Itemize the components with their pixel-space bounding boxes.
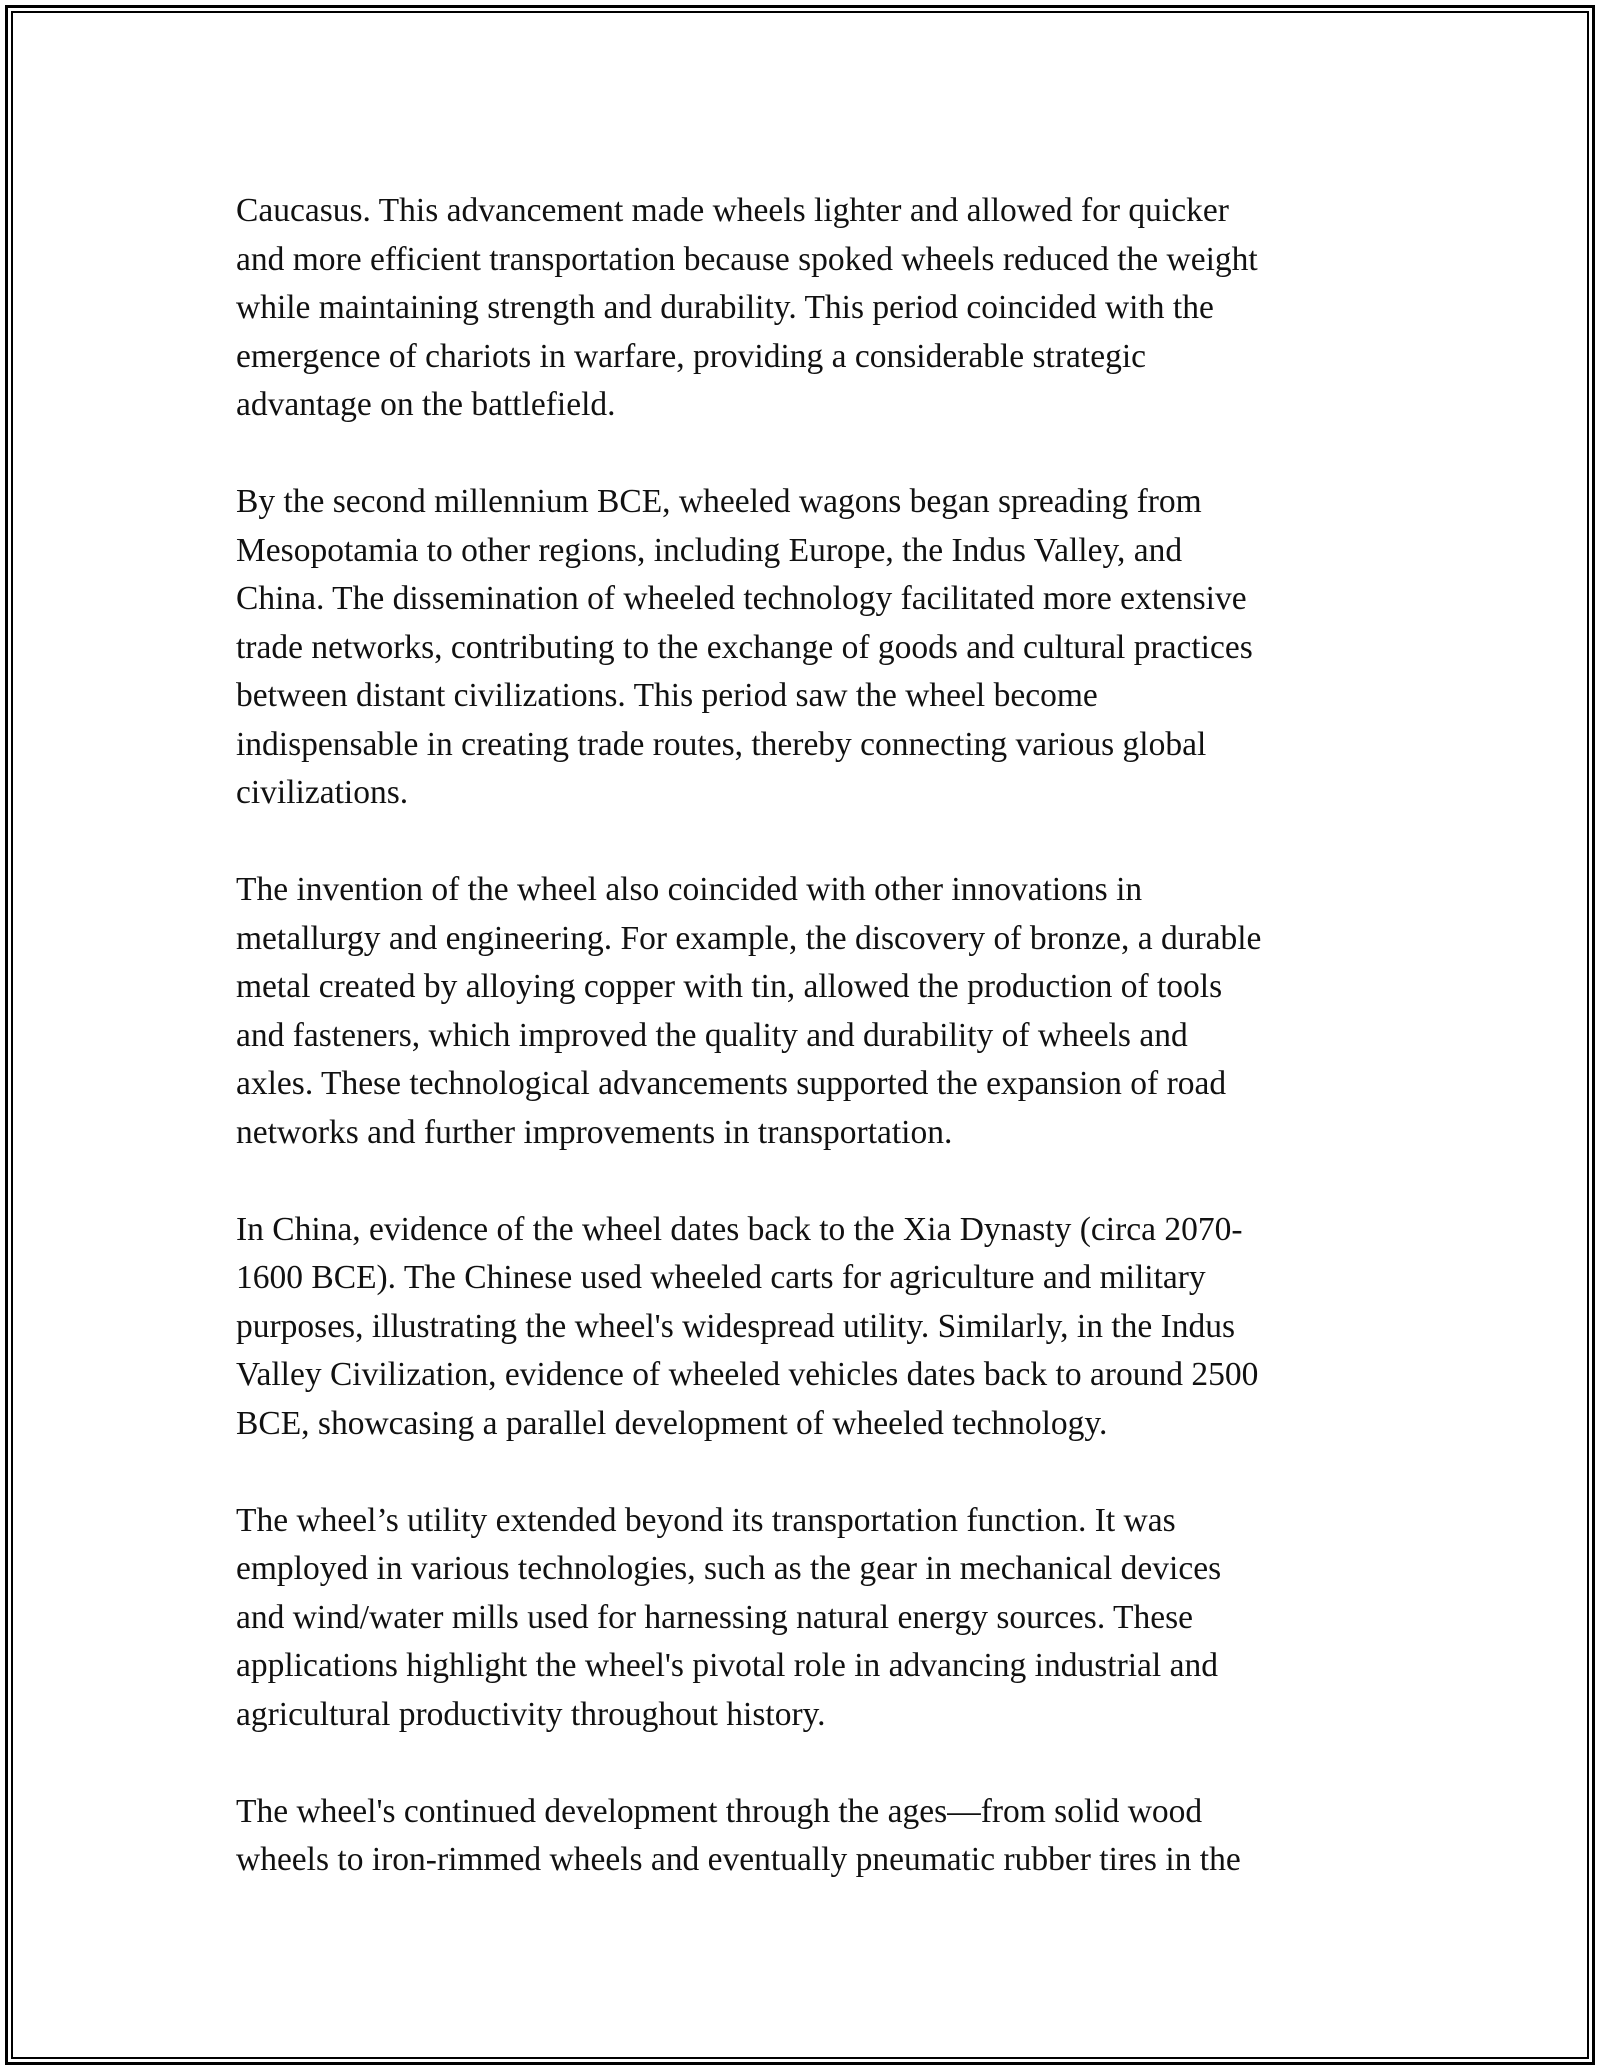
paragraph-trade-spread: By the second millennium BCE, wheeled wagons began spreading from Mesopotamia to other regions, including Europe, the Indus Valley, and China. The dissemination of wheeled technology facilitated more extensive trade networks, contributing to the exchange of goods and cultural practices between distant civilizations. This period saw the wheel become indispensable in creating trade routes, thereby connecting various global civilizations. <box>236 483 1253 811</box>
page-body <box>236 187 1366 1933</box>
paragraph-chariots: Caucasus. This advancement made wheels lighter and allowed for quicker and more efficient transportation because spoked wheels reduced the weight while maintaining strength and durability. This period coincided with the emergence of chariots in warfare, providing a considerable strategic advantage on the battlefield. <box>236 192 1258 423</box>
paragraph-continued-development: The wheel's continued development through the ages—from solid wood wheels to iron-rimmed wheels and eventually pneumatic rubber tires in the <box>236 1792 1241 1878</box>
paragraph-metallurgy: The invention of the wheel also coincided with other innovations in metallurgy and engineering. For example, the discovery of bronze, a durable metal created by alloying copper with tin, allowed the production of tools and fasteners, which improved the quality and durability of wheels and axles. These technological advancements supported the expansion of road networks and further improvements in transportation. <box>236 871 1262 1151</box>
paragraph-utility: The wheel’s utility extended beyond its transportation function. It was employed in various technologies, such as the gear in mechanical devices and wind/water mills used for harnessing natural energy sources. These applications highlight the wheel's pivotal role in advancing industrial and agricultural productivity throughout history. <box>236 1501 1222 1733</box>
paragraph-china-indus: In China, evidence of the wheel dates back to the Xia Dynasty (circa 2070- 1600 BCE). The Chinese used wheeled carts for agriculture and military purposes, illustrating the wheel's widespread utility. Similarly, in the Indus Valley Civilization, evidence of wheeled vehicles dates back to around 2500 BCE, showcasing a parallel development of wheeled technology. <box>236 1210 1259 1442</box>
